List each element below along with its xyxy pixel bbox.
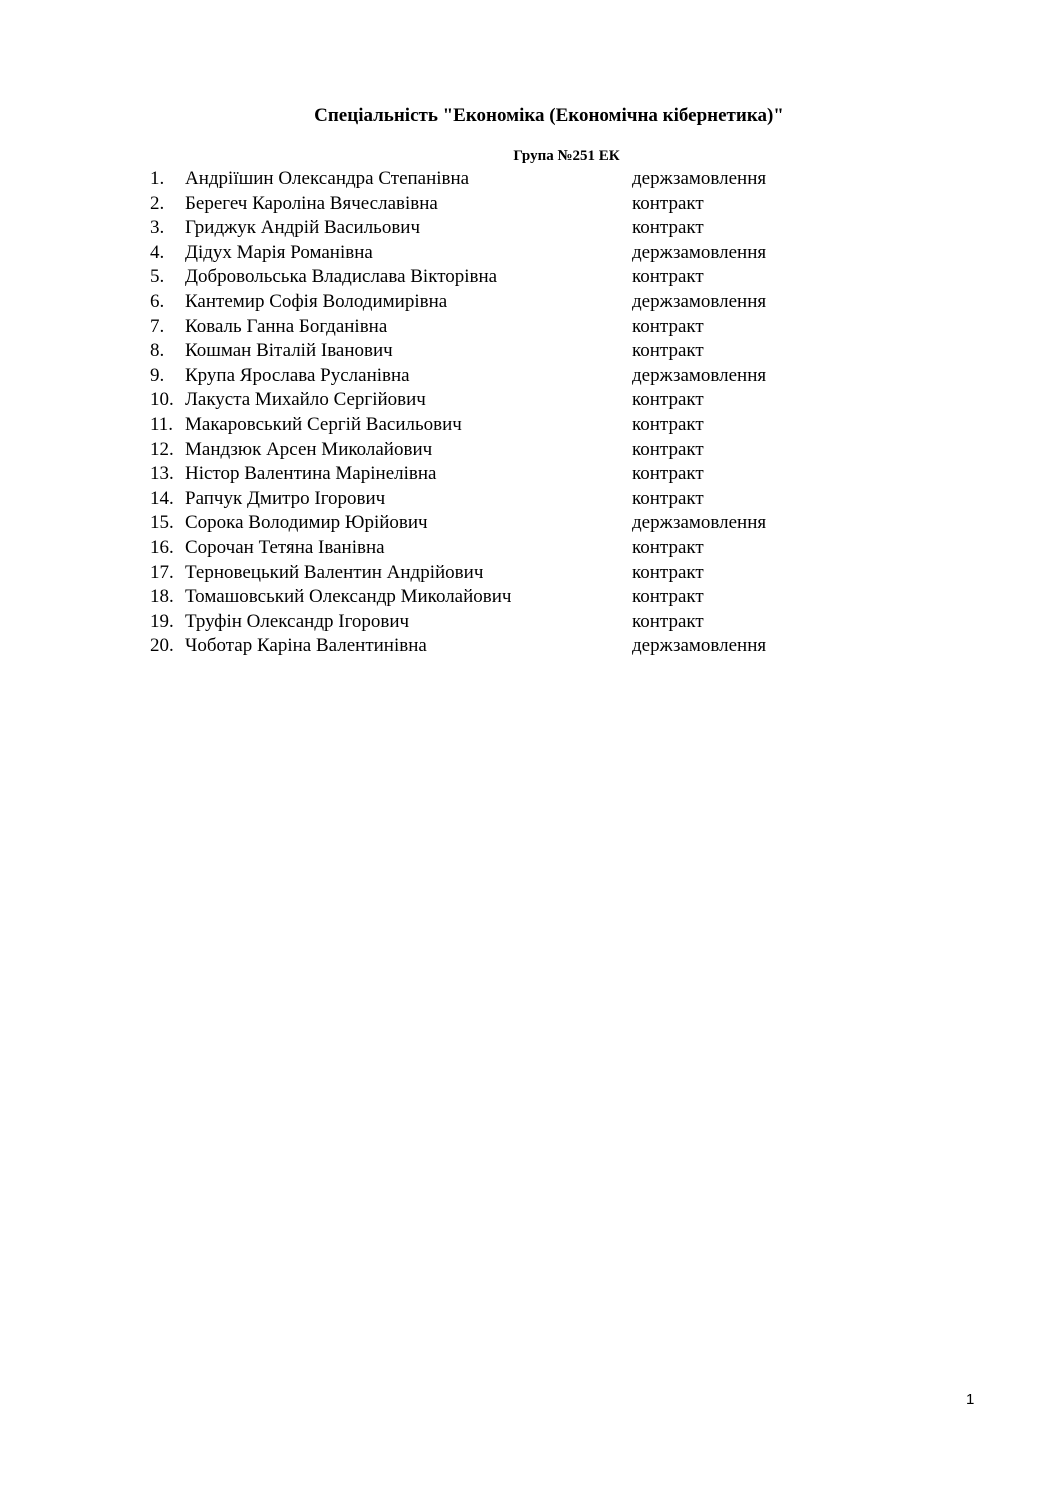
student-list [150, 167, 870, 659]
item-number: 8. [150, 340, 165, 362]
student-name: Андріїшин Олександра Степанівна [185, 168, 470, 189]
list-item [150, 265, 870, 290]
list-item [150, 241, 870, 266]
funding-status: контракт [632, 315, 704, 337]
funding-status: контракт [632, 586, 704, 608]
item-number: 15. [150, 512, 174, 534]
list-item [150, 192, 870, 217]
student-name: Рапчук Дмитро Ігорович [185, 487, 386, 509]
student-name: Крупа Ярослава Русланівна [185, 364, 410, 386]
list-item [150, 487, 870, 512]
list-item [150, 511, 870, 536]
list-item [150, 585, 870, 610]
student-name: Чоботар Каріна Валентинівна [185, 635, 427, 657]
funding-status: держзамовлення [632, 241, 767, 263]
funding-status: контракт [632, 340, 704, 362]
list-item [150, 339, 870, 364]
item-number: 9. [150, 364, 165, 386]
student-name: Макаровський Сергій Васильович [185, 413, 462, 435]
funding-status: контракт [632, 463, 704, 485]
funding-status: контракт [632, 266, 704, 288]
group-heading: Група №251 ЕК [513, 148, 620, 164]
item-number: 10. [150, 389, 174, 411]
list-item [150, 290, 870, 315]
item-number: 1. [150, 168, 165, 189]
funding-status: контракт [632, 389, 704, 411]
student-name: Гриджук Андрій Васильович [185, 217, 421, 239]
student-name: Дідух Марія Романівна [185, 241, 373, 263]
list-item [150, 561, 870, 586]
funding-status: контракт [632, 192, 704, 214]
list-item [150, 315, 870, 340]
student-name: Берегеч Кароліна Вячеславівна [185, 192, 438, 214]
funding-status: контракт [632, 536, 704, 558]
student-name: Труфін Олександр Ігорович [185, 610, 410, 632]
item-number: 2. [150, 192, 165, 214]
list-item [150, 388, 870, 413]
item-number: 11. [150, 413, 174, 435]
student-name: Ністор Валентина Марінелівна [185, 463, 437, 485]
item-number: 12. [150, 438, 174, 460]
item-number: 3. [150, 217, 165, 239]
item-number: 5. [150, 266, 165, 288]
item-number: 18. [150, 586, 174, 608]
item-number: 16. [150, 536, 174, 558]
student-name: Сорочан Тетяна Іванівна [185, 536, 385, 558]
list-item [150, 634, 870, 659]
funding-status: держзамовлення [632, 364, 767, 386]
funding-status: контракт [632, 487, 704, 509]
list-item [150, 364, 870, 389]
item-number: 14. [150, 487, 174, 509]
list-item [150, 610, 870, 635]
document-title: Спеціальність "Економіка (Економічна кібернетика)" [314, 105, 784, 126]
funding-status: контракт [632, 217, 704, 239]
funding-status: контракт [632, 438, 704, 460]
item-number: 19. [150, 610, 174, 632]
list-item [150, 438, 870, 463]
funding-status: держзамовлення [632, 512, 767, 534]
item-number: 6. [150, 290, 165, 312]
item-number: 17. [150, 561, 174, 583]
student-name: Терновецький Валентин Андрійович [185, 561, 484, 583]
item-number: 4. [150, 241, 165, 263]
list-item [150, 167, 870, 192]
funding-status: держзамовлення [632, 290, 767, 312]
student-name: Сорока Володимир Юрійович [185, 512, 428, 534]
student-name: Кантемир Софія Володимирівна [185, 290, 448, 312]
funding-status: держзамовлення [632, 168, 767, 189]
student-name: Мандзюк Арсен Миколайович [185, 438, 433, 460]
list-item [150, 413, 870, 438]
student-name: Добровольська Владислава Вікторівна [185, 266, 498, 288]
student-name: Кошман Віталій Іванович [185, 340, 393, 362]
funding-status: контракт [632, 413, 704, 435]
funding-status: контракт [632, 610, 704, 632]
funding-status: контракт [632, 561, 704, 583]
item-number: 20. [150, 635, 174, 657]
student-name: Лакуста Михайло Сергійович [185, 389, 426, 411]
funding-status: держзамовлення [632, 635, 767, 657]
list-item [150, 462, 870, 487]
student-name: Коваль Ганна Богданівна [185, 315, 388, 337]
student-name: Томашовський Олександр Миколайович [185, 586, 512, 608]
list-item [150, 536, 870, 561]
list-item [150, 216, 870, 241]
page-number: 1 [966, 1391, 975, 1408]
item-number: 13. [150, 463, 174, 485]
item-number: 7. [150, 315, 165, 337]
